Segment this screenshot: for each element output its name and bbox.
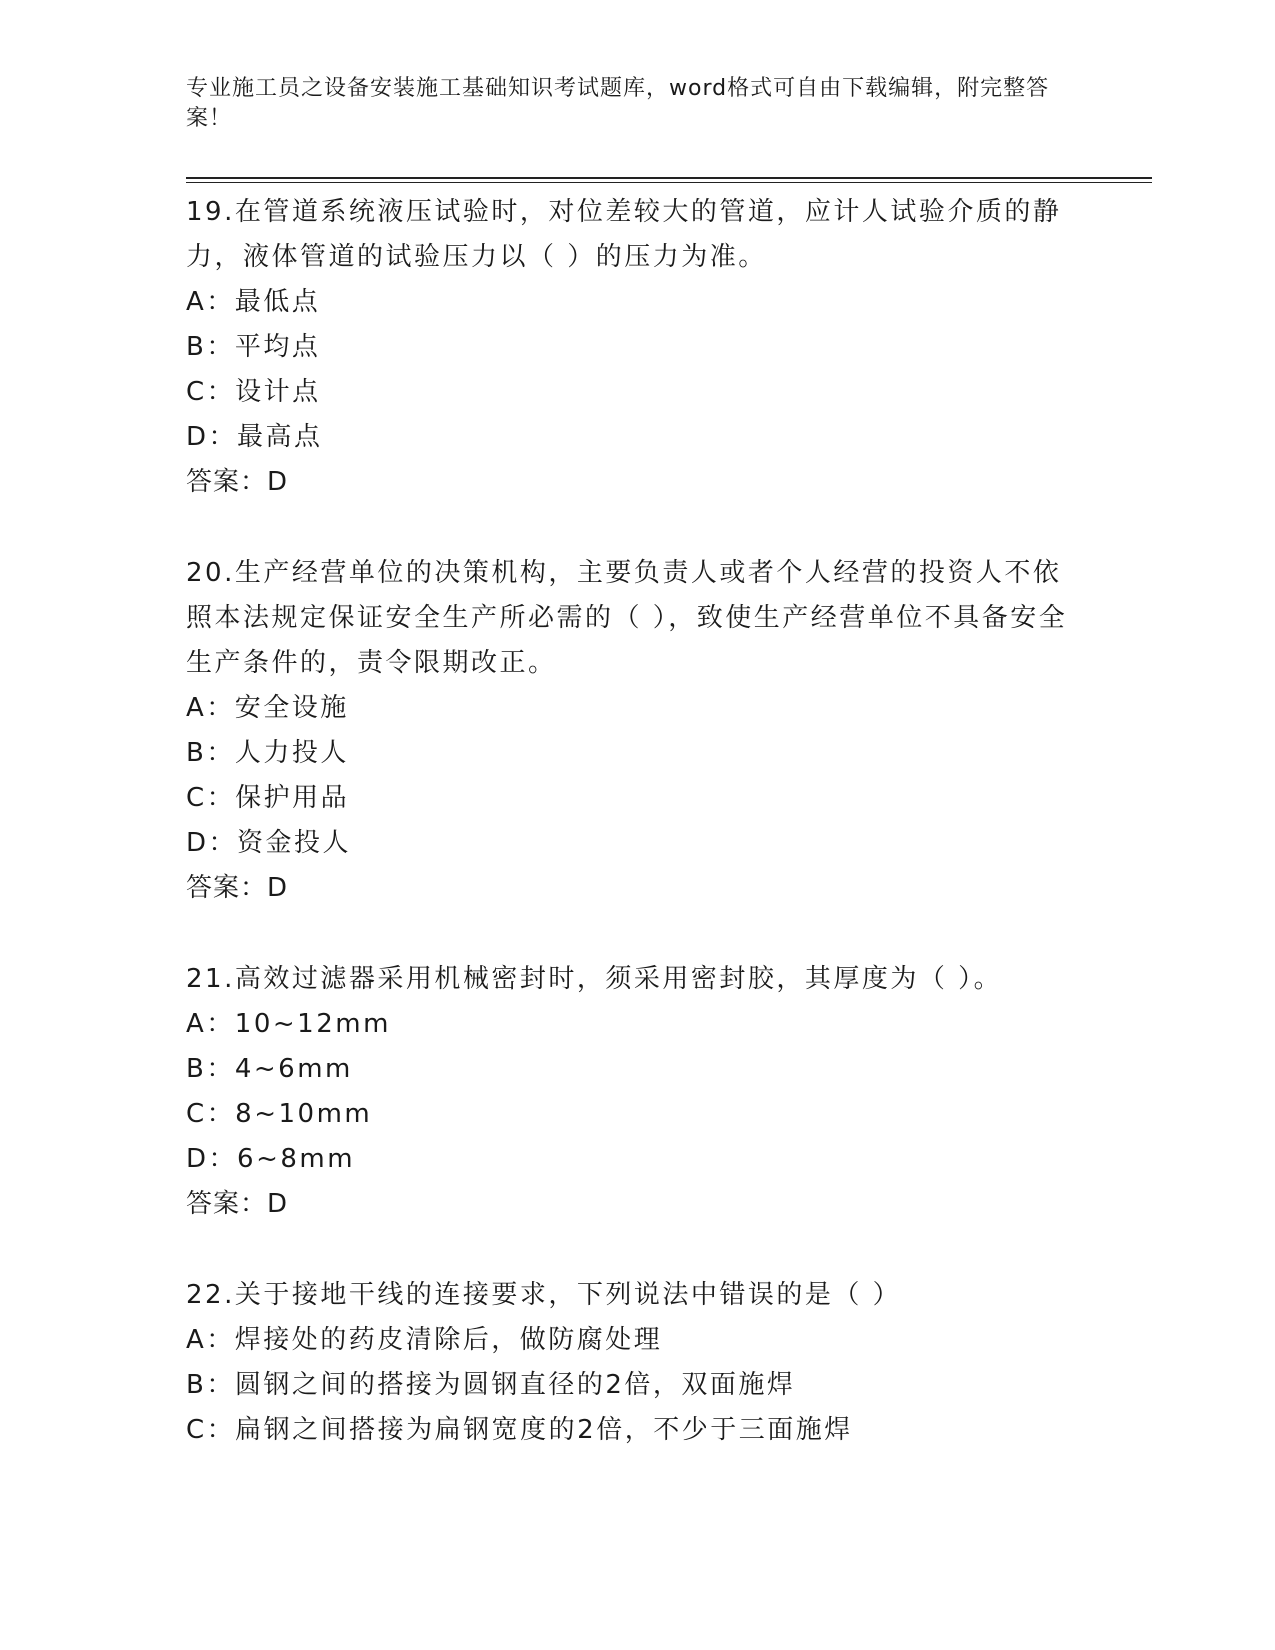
question-spacer bbox=[186, 505, 1086, 551]
question-21 bbox=[186, 957, 1086, 1227]
option-c: C：8~10mm bbox=[186, 1099, 373, 1129]
question-stem: 20.生产经营单位的决策机构，主要负责人或者个人经营的投资人不依照本法规定保证安全生产所必需的（ ），致使生产经营单位不具备安全生产条件的，责令限期改正。 bbox=[186, 558, 1068, 678]
option-d: D：最高点 bbox=[186, 422, 323, 452]
header-divider-thick bbox=[186, 177, 1152, 179]
option-a: A：焊接处的药皮清除后，做防腐处理 bbox=[186, 1325, 663, 1355]
option-d: D：6~8mm bbox=[186, 1144, 356, 1174]
option-c: C：扁钢之间搭接为扁钢宽度的2倍，不少于三面施焊 bbox=[186, 1415, 853, 1445]
document-header-title: 专业施工员之设备安装施工基础知识考试题库，word格式可自由下载编辑，附完整答案！ bbox=[186, 76, 1050, 131]
question-22 bbox=[186, 1273, 1086, 1453]
question-spacer bbox=[186, 911, 1086, 957]
question-spacer bbox=[186, 1227, 1086, 1273]
option-a: A：10~12mm bbox=[186, 1009, 391, 1039]
option-a: A：安全设施 bbox=[186, 693, 349, 723]
question-stem: 21.高效过滤器采用机械密封时，须采用密封胶，其厚度为（ ）。 bbox=[186, 964, 1003, 994]
option-a: A：最低点 bbox=[186, 287, 321, 317]
answer-text: 答案：D bbox=[186, 467, 289, 497]
option-b: B：平均点 bbox=[186, 332, 321, 362]
answer-text: 答案：D bbox=[186, 873, 289, 903]
question-stem: 19.在管道系统液压试验时，对位差较大的管道，应计人试验介质的静力，液体管道的试验压力以（ ）的压力为准。 bbox=[186, 197, 1062, 272]
question-list bbox=[186, 190, 1086, 1453]
option-b: B：人力投人 bbox=[186, 738, 349, 768]
option-b: B：4~6mm bbox=[186, 1054, 353, 1084]
answer-text: 答案：D bbox=[186, 1189, 289, 1219]
header-divider-thin bbox=[186, 182, 1152, 183]
question-20 bbox=[186, 551, 1086, 911]
option-d: D：资金投人 bbox=[186, 828, 352, 858]
question-stem: 22.关于接地干线的连接要求，下列说法中错误的是（ ） bbox=[186, 1280, 902, 1310]
option-c: C：设计点 bbox=[186, 377, 321, 407]
option-c: C：保护用品 bbox=[186, 783, 350, 813]
question-19 bbox=[186, 190, 1086, 505]
option-b: B：圆钢之间的搭接为圆钢直径的2倍，双面施焊 bbox=[186, 1370, 796, 1400]
